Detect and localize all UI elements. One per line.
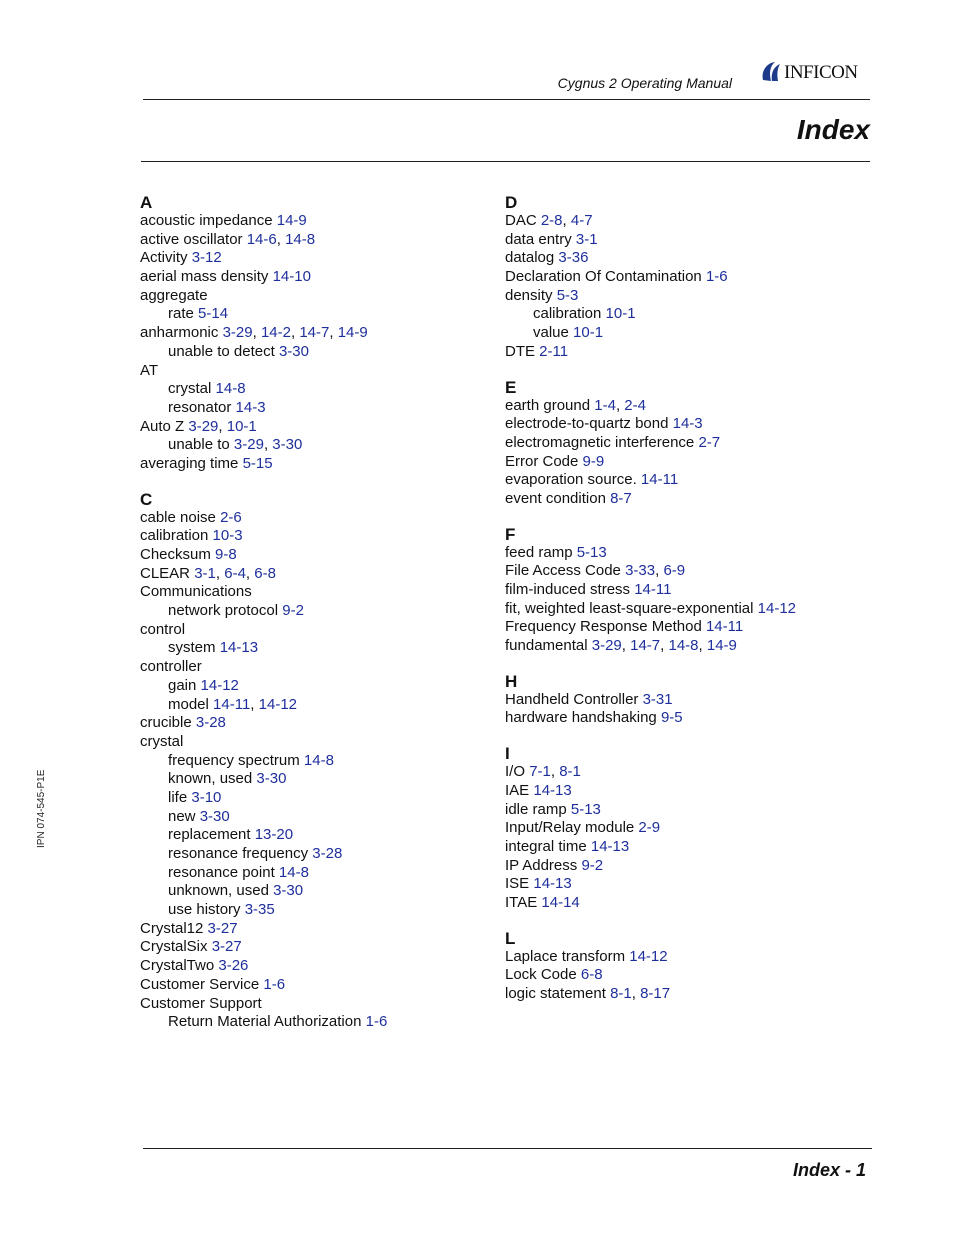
index-term: crystal (140, 732, 184, 750)
index-entry (140, 527, 480, 546)
page-reference-link[interactable]: 14-8 (303, 751, 334, 769)
index-term: life (168, 788, 188, 806)
index-entry (505, 819, 875, 838)
index-entry (140, 212, 480, 231)
index-subentry (140, 808, 480, 827)
page-reference-link[interactable]: 3-30 (256, 770, 287, 788)
index-term: AT (140, 361, 159, 379)
page-reference-link[interactable]: 3-29 (591, 637, 622, 655)
page-reference-link[interactable]: 6-8 (580, 966, 603, 984)
index-term: CrystalSix (140, 938, 208, 956)
page-reference-link[interactable]: 14-13 (533, 875, 572, 893)
page-reference-link[interactable]: 1-6 (263, 975, 286, 993)
index-term: film-induced stress (505, 581, 631, 598)
page-reference-link[interactable]: 3-30 (278, 342, 309, 360)
page-reference-link[interactable]: 14-13 (590, 837, 630, 855)
index-entry: fundamental 3-29, 14-7, 14-8, 14-9 (505, 637, 737, 655)
index-term: Input/Relay module (505, 819, 635, 837)
index-entry (505, 471, 875, 490)
index-term: resonator (168, 398, 232, 416)
index-term: fundamental (505, 637, 588, 655)
index-term: crucible (140, 714, 192, 732)
page-reference-link[interactable]: 3-10 (191, 788, 222, 806)
index-term: unknown, used (168, 882, 269, 900)
index-term: Customer Service (140, 975, 260, 993)
page-reference-link[interactable]: 3-36 (558, 249, 589, 267)
index-term: Handheld Controller (505, 690, 639, 708)
page-reference-link[interactable]: 10-1 (226, 417, 257, 435)
index-term: datalog (505, 249, 555, 267)
index-term: event condition (505, 489, 606, 507)
index-term: hardware handshaking (505, 709, 657, 727)
page-reference-link[interactable]: 5-13 (570, 800, 601, 818)
index-subentry (140, 770, 480, 789)
index-term: DTE (505, 342, 535, 360)
section-letter: E (505, 377, 517, 397)
index-term: anharmonic (140, 324, 219, 342)
section-letter: F (505, 524, 516, 544)
page-reference-link[interactable]: 14-11 (640, 471, 679, 489)
index-entry (505, 490, 875, 509)
index-subentry (140, 1013, 480, 1032)
index-subentry (140, 882, 480, 901)
index-entry (505, 249, 875, 268)
page-reference-link[interactable]: 14-7 (630, 637, 661, 655)
page-reference-link[interactable]: 14-3 (672, 415, 703, 433)
page-reference-link[interactable]: 3-28 (312, 845, 343, 862)
page-reference-link[interactable]: 14-14 (541, 893, 580, 911)
index-entry (140, 268, 480, 287)
index-entry (505, 618, 875, 637)
index-entry (505, 948, 875, 967)
index-term: Customer Support (140, 994, 262, 1012)
index-subentry (140, 677, 480, 696)
index-term: I/O (505, 763, 526, 781)
index-subentry (140, 752, 480, 771)
index-term: known, used (168, 770, 253, 788)
index-entry (505, 343, 875, 362)
index-term: Return Material Authorization (168, 1013, 362, 1031)
index-subentry: model 14-11, 14-12 (168, 695, 298, 713)
index-entry (140, 362, 480, 381)
index-term: active oscillator (140, 230, 243, 248)
index-term: data entry (505, 230, 572, 248)
index-term: Laplace transform (505, 947, 626, 965)
inficon-logo (760, 60, 875, 84)
index-term: use history (168, 901, 241, 919)
index-entry: active oscillator 14-6, 14-8 (140, 230, 316, 248)
footer-rule (143, 1148, 872, 1149)
index-entry: anharmonic 3-29, 14-2, 14-7, 14-9 (140, 324, 368, 342)
page-reference-link[interactable]: 3-29 (222, 324, 253, 342)
index-term: IP Address (505, 856, 578, 874)
section-letter: A (140, 193, 153, 212)
index-entry (140, 509, 480, 528)
index-entry (505, 581, 875, 600)
index-entry (140, 938, 480, 957)
page-reference-link[interactable]: 7-1 (529, 763, 551, 781)
index-column-right (505, 193, 875, 1004)
index-term: Checksum (140, 546, 211, 563)
page-reference-link[interactable]: 6-8 (254, 564, 276, 582)
index-term: earth ground (505, 396, 591, 414)
page-reference-link[interactable]: 2-8 (540, 212, 563, 229)
index-entry (140, 658, 480, 677)
page-reference-link[interactable]: 4-7 (570, 212, 593, 229)
index-subentry (140, 826, 480, 845)
index-term: idle ramp (505, 800, 567, 818)
index-entry (140, 583, 480, 602)
page-reference-link[interactable]: 2-9 (638, 819, 661, 837)
page-reference-link[interactable]: 8-7 (610, 489, 632, 507)
index-entry (140, 287, 480, 306)
index-subentry (140, 901, 480, 920)
page-reference-link[interactable]: 3-30 (273, 882, 304, 900)
index-entry (505, 434, 875, 453)
index-term: Auto Z (140, 417, 185, 435)
index-term: density (505, 286, 553, 304)
index-entry: I/O 7-1, 8-1 (505, 763, 581, 781)
page-reference-link[interactable]: 14-8 (278, 863, 309, 881)
index-subentry (140, 864, 480, 883)
index-term: averaging time (140, 454, 239, 472)
page-reference-link[interactable]: 14-12 (200, 676, 239, 694)
index-term: IAE (505, 781, 530, 799)
index-entry (140, 733, 480, 752)
inficon-logo-icon (760, 60, 782, 84)
page-reference-link[interactable]: 2-7 (698, 433, 721, 451)
index-entry (140, 995, 480, 1014)
page-reference-link[interactable]: 13-20 (254, 826, 294, 844)
page-reference-link[interactable]: 3-31 (642, 690, 673, 708)
page-reference-link[interactable]: 2-11 (539, 342, 569, 360)
page-reference-link[interactable]: 5-15 (242, 454, 273, 472)
index-term: fit, weighted least-square-exponential (505, 599, 754, 617)
index-term: feed ramp (505, 543, 573, 561)
index-term: new (168, 807, 196, 825)
page-reference-link[interactable]: 14-3 (235, 398, 266, 416)
page-reference-link[interactable]: 14-11 (213, 695, 251, 713)
index-entry: CLEAR 3-1, 6-4, 6-8 (140, 564, 276, 582)
index-term: Crystal12 (140, 919, 204, 937)
index-term: logic statement (505, 985, 606, 1002)
index-term: model (168, 695, 209, 713)
page-reference-link[interactable]: 14-9 (276, 212, 307, 229)
index-term: CrystalTwo (140, 957, 215, 975)
index-subentry (505, 324, 875, 343)
index-column-left (140, 193, 480, 1032)
index-entry (505, 782, 875, 801)
page-reference-link[interactable]: 3-33 (625, 562, 656, 580)
page-reference-link[interactable]: 3-27 (211, 938, 242, 956)
index-entry (140, 455, 480, 474)
index-subentry (140, 602, 480, 621)
index-entry (140, 621, 480, 640)
index-term: gain (168, 676, 197, 694)
page-reference-link[interactable]: 3-12 (191, 249, 222, 267)
page-reference-link[interactable]: 9-5 (660, 709, 683, 727)
page-number: Index - 1 (792, 1160, 866, 1180)
index-entry (140, 957, 480, 976)
page-reference-link[interactable]: 14-9 (337, 324, 368, 342)
index-entry (505, 231, 875, 250)
page-reference-link[interactable]: 3-1 (194, 564, 216, 582)
page-reference-link[interactable]: 1-6 (705, 268, 728, 286)
index-term: calibration (533, 305, 602, 323)
index-term: resonance frequency (168, 845, 309, 862)
section-letter: I (505, 744, 510, 764)
index-subentry (505, 305, 875, 324)
index-subentry (140, 789, 480, 808)
page-reference-link[interactable]: 14-12 (757, 599, 797, 617)
section-letter: C (140, 489, 153, 509)
page-reference-link[interactable]: 14-11 (705, 618, 744, 636)
index-entry (505, 268, 875, 287)
index-term: Frequency Response Method (505, 618, 702, 636)
index-term: network protocol (168, 602, 279, 620)
index-subentry (140, 380, 480, 399)
section-letter: L (505, 928, 516, 948)
page-reference-link[interactable]: 8-1 (610, 985, 632, 1002)
index-entry (140, 249, 480, 268)
manual-title: Cygnus 2 Operating Manual (557, 75, 732, 91)
index-term: Error Code (505, 452, 579, 470)
index-term: replacement (168, 826, 251, 844)
page-reference-link[interactable]: 8-17 (640, 985, 671, 1002)
index-term: DAC (505, 212, 537, 229)
title-rule (141, 161, 870, 162)
index-subentry (140, 305, 480, 324)
index-subentry (140, 845, 480, 864)
index-entry (140, 714, 480, 733)
index-term: CLEAR (140, 564, 191, 582)
index-entry (140, 546, 480, 565)
page-reference-link[interactable]: 3-28 (195, 714, 226, 732)
index-term: controller (140, 658, 202, 676)
page-reference-link[interactable]: 14-11 (634, 581, 672, 598)
index-term: electromagnetic interference (505, 433, 695, 451)
page-reference-link[interactable]: 9-2 (282, 602, 304, 620)
page-title: Index (796, 114, 870, 145)
index-term: Lock Code (505, 966, 577, 984)
index-entry (505, 453, 875, 472)
page-reference-link[interactable]: 14-2 (260, 324, 291, 342)
page-reference-link[interactable]: 5-3 (556, 286, 579, 304)
index-term: Communications (140, 583, 252, 601)
page-reference-link[interactable]: 8-1 (559, 763, 581, 781)
index-entry: DAC 2-8, 4-7 (505, 212, 593, 229)
index-term: calibration (140, 527, 209, 545)
page-reference-link[interactable]: 3-29 (188, 417, 219, 435)
logo-wordmark: INFICON (784, 62, 858, 83)
page-reference-link[interactable]: 14-13 (533, 781, 572, 799)
index-term: acoustic impedance (140, 212, 273, 229)
page-reference-link[interactable]: 3-30 (199, 807, 230, 825)
index-term: ISE (505, 875, 530, 893)
page-reference-link[interactable]: 14-10 (272, 268, 311, 286)
index-entry (140, 920, 480, 939)
page-reference-link[interactable]: 5-14 (198, 305, 229, 323)
index-entry (505, 415, 875, 434)
page-reference-link[interactable]: 3-29 (233, 436, 264, 454)
index-entry (505, 857, 875, 876)
index-term: cable noise (140, 508, 216, 526)
page-reference-link[interactable]: 9-2 (581, 856, 604, 874)
page-reference-link[interactable]: 3-26 (218, 957, 249, 975)
index-entry (505, 709, 875, 728)
page-reference-link[interactable]: 9-9 (582, 452, 605, 470)
page-reference-link[interactable]: 2-6 (220, 508, 242, 526)
index-entry (505, 875, 875, 894)
page-reference-link[interactable]: 14-9 (706, 637, 737, 655)
index-term: electrode-to-quartz bond (505, 415, 669, 433)
index-term: control (140, 620, 186, 638)
index-term: unable to (168, 436, 230, 454)
page-reference-link[interactable]: 14-8 (215, 380, 246, 398)
index-term: system (168, 639, 216, 657)
index-entry: logic statement 8-1, 8-17 (505, 985, 671, 1002)
index-term: Activity (140, 249, 188, 267)
index-term: evaporation source. (505, 471, 637, 489)
index-entry (505, 691, 875, 710)
page-reference-link[interactable]: 3-35 (244, 901, 275, 919)
page-reference-link[interactable]: 14-7 (299, 324, 330, 342)
index-term: ITAE (505, 893, 538, 911)
index-term: aggregate (140, 286, 208, 304)
page-reference-link[interactable]: 1-4 (594, 396, 616, 414)
page-reference-link[interactable]: 3-30 (272, 436, 303, 454)
index-entry: Auto Z 3-29, 10-1 (140, 417, 257, 435)
index-entry (505, 544, 875, 563)
page-reference-link[interactable]: 14-12 (629, 947, 668, 965)
header-rule (143, 99, 870, 100)
page-reference-link[interactable]: 9-8 (215, 546, 237, 563)
page-reference-link[interactable]: 6-9 (663, 562, 686, 580)
index-entry (505, 600, 875, 619)
page-reference-link[interactable]: 6-4 (224, 564, 246, 582)
index-entry: File Access Code 3-33, 6-9 (505, 562, 686, 580)
index-entry (505, 966, 875, 985)
index-entry: earth ground 1-4, 2-4 (505, 396, 646, 414)
page-reference-link[interactable]: 3-1 (575, 230, 598, 248)
index-term: value (533, 324, 569, 342)
section-letter: H (505, 671, 518, 691)
page-reference-link[interactable]: 14-13 (219, 639, 259, 657)
page-reference-link[interactable]: 14-8 (285, 230, 316, 248)
index-term: File Access Code (505, 562, 621, 580)
index-term: aerial mass density (140, 268, 269, 286)
page-reference-link[interactable]: 14-8 (668, 637, 699, 655)
section-letter: D (505, 193, 518, 212)
page-reference-link[interactable]: 10-3 (212, 527, 243, 545)
index-subentry (140, 639, 480, 658)
index-subentry: unable to 3-29, 3-30 (168, 436, 303, 454)
page-reference-link[interactable]: 10-1 (605, 305, 636, 323)
index-entry (505, 287, 875, 306)
index-term: crystal (168, 380, 212, 398)
page-reference-link[interactable]: 1-6 (365, 1013, 388, 1031)
index-term: unable to detect (168, 342, 275, 360)
index-entry (505, 801, 875, 820)
index-term: frequency spectrum (168, 751, 300, 769)
index-term: integral time (505, 837, 587, 855)
index-entry (140, 976, 480, 995)
page-reference-link[interactable]: 2-4 (624, 396, 646, 414)
page-reference-link[interactable]: 5-13 (576, 543, 607, 561)
index-entry (505, 894, 875, 913)
document-part-number: IPN 074-545-P1E (36, 769, 47, 848)
index-term: Declaration Of Contamination (505, 268, 702, 286)
index-term: resonance point (168, 863, 275, 881)
index-term: rate (168, 305, 194, 323)
index-subentry (140, 399, 480, 418)
index-entry (505, 838, 875, 857)
page-reference-link[interactable]: 10-1 (573, 324, 604, 342)
page-reference-link[interactable]: 14-12 (258, 695, 298, 713)
page-reference-link[interactable]: 14-6 (246, 230, 277, 248)
page-reference-link[interactable]: 3-27 (207, 919, 238, 937)
index-subentry (140, 343, 480, 362)
